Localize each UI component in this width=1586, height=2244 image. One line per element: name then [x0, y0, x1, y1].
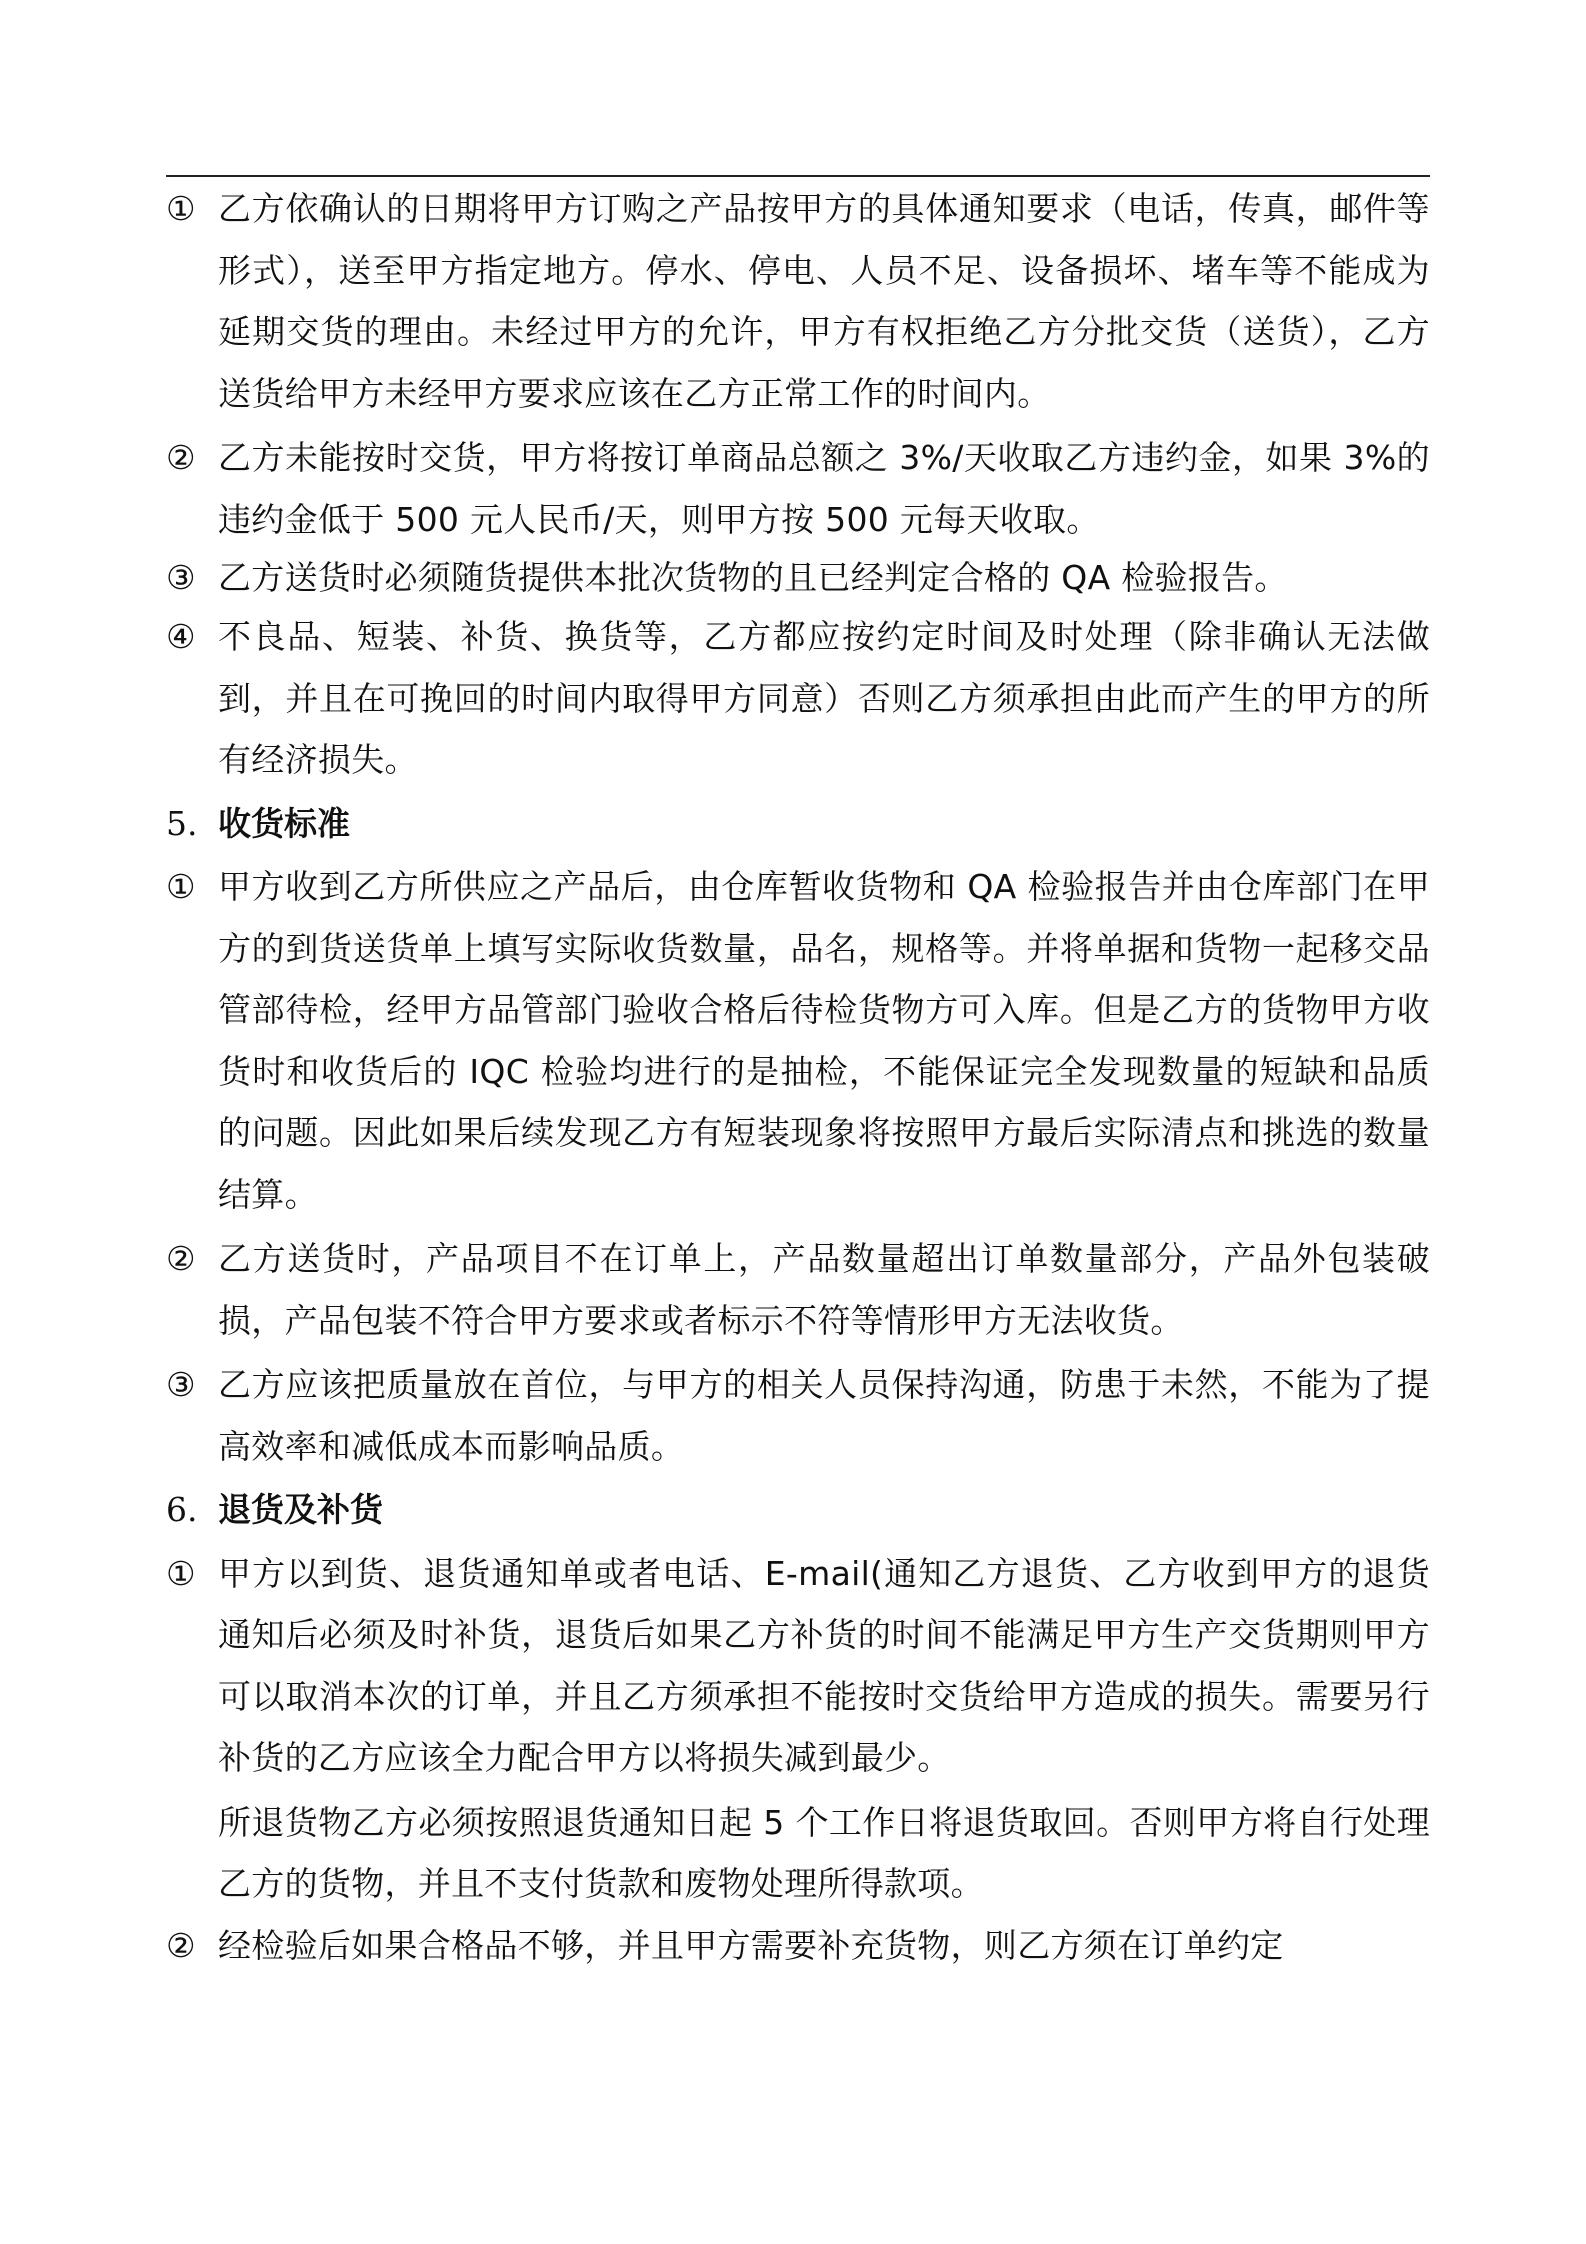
delivery-item-3	[166, 550, 1430, 606]
heading-text: 退货及补货	[218, 1490, 383, 1529]
delivery-item-1	[166, 178, 1430, 424]
item-text: 不良品、短装、补货、换货等，乙方都应按约定时间及时处理（除非确认无法做到，并且在可挽回的时间内取得甲方同意）否则乙方须承担由此而产生的甲方的所有经济损失。	[218, 617, 1430, 779]
delivery-item-4	[166, 606, 1430, 791]
item-text: 乙方依确认的日期将甲方订购之产品按甲方的具体通知要求（电话，传真，邮件等形式），送至甲方指定地方。停水、停电、人员不足、设备损坏、堵车等不能成为延期交货的理由。未经过甲方的允许，甲方有权拒绝乙方分批交货（送货），乙方送货给甲方未经甲方要求应该在乙方正常工作的时间内。	[218, 189, 1430, 413]
item-marker: ①	[166, 1553, 196, 1593]
returns-item-1-continuation	[166, 1792, 1430, 1915]
item-text: 乙方未能按时交货，甲方将按订单商品总额之 3%/天收取乙方违约金，如果 3%的违约金低于 500 元人民币/天，则甲方按 500 元每天收取。	[218, 438, 1430, 539]
item-text: 经检验后如果合格品不够，并且甲方需要补充货物，则乙方须在订单约定	[218, 1925, 1284, 1965]
item-marker: ②	[166, 1925, 196, 1965]
document-body	[166, 178, 1430, 1976]
item-text: 甲方收到乙方所供应之产品后，由仓库暂收货物和 QA 检验报告并由仓库部门在甲方的到货送货单上填写实际收货数量，品名，规格等。并将单据和货物一起移交品管部待检，经甲方品管部门验收合格后待检货物方可入库。但是乙方的货物甲方收货时和收货后的 IQC 检验均进行的是抽检，不能保证完全发现数量的短缺和品质的问题。因此如果后续发现乙方有短装现象将按照甲方最后实际清点和挑选的数量结算。	[218, 867, 1430, 1214]
item-text: 乙方应该把质量放在首位，与甲方的相关人员保持沟通，防患于未然，不能为了提高效率和减低成本而影响品质。	[218, 1365, 1430, 1466]
returns-item-2	[166, 1915, 1430, 1977]
receiving-item-3	[166, 1354, 1430, 1477]
item-marker: ①	[166, 867, 196, 906]
section-heading-returns	[166, 1479, 1430, 1541]
returns-item-1	[166, 1543, 1430, 1789]
receiving-item-1	[166, 856, 1430, 1225]
item-marker: ②	[166, 1239, 196, 1278]
item-marker: ③	[166, 1365, 196, 1404]
heading-number: 6.	[166, 1490, 198, 1529]
item-marker: ④	[166, 617, 196, 656]
item-marker: ②	[166, 438, 196, 477]
receiving-item-2	[166, 1228, 1430, 1351]
header-rule	[166, 175, 1430, 177]
heading-text: 收货标准	[218, 803, 350, 843]
item-marker: ①	[166, 189, 196, 228]
delivery-item-2	[166, 427, 1430, 550]
section-heading-receiving	[166, 793, 1430, 855]
item-text: 甲方以到货、退货通知单或者电话、E-mail(通知乙方退货、乙方收到甲方的退货通知后必须及时补货，退货后如果乙方补货的时间不能满足甲方生产交货期则甲方可以取消本次的订单，并且乙方须承担不能按时交货给甲方造成的损失。需要另行补货的乙方应该全力配合甲方以将损失减到最少。	[218, 1553, 1430, 1777]
heading-number: 5.	[166, 803, 198, 843]
item-text: 乙方送货时，产品项目不在订单上，产品数量超出订单数量部分，产品外包装破损，产品包装不符合甲方要求或者标示不符等情形甲方无法收货。	[218, 1239, 1430, 1340]
item-text: 所退货物乙方必须按照退货通知日起 5 个工作日将退货取回。否则甲方将自行处理乙方的货物，并且不支付货款和废物处理所得款项。	[218, 1802, 1430, 1903]
item-marker: ③	[166, 558, 196, 597]
item-text: 乙方送货时必须随货提供本批次货物的且已经判定合格的 QA 检验报告。	[218, 558, 1288, 597]
